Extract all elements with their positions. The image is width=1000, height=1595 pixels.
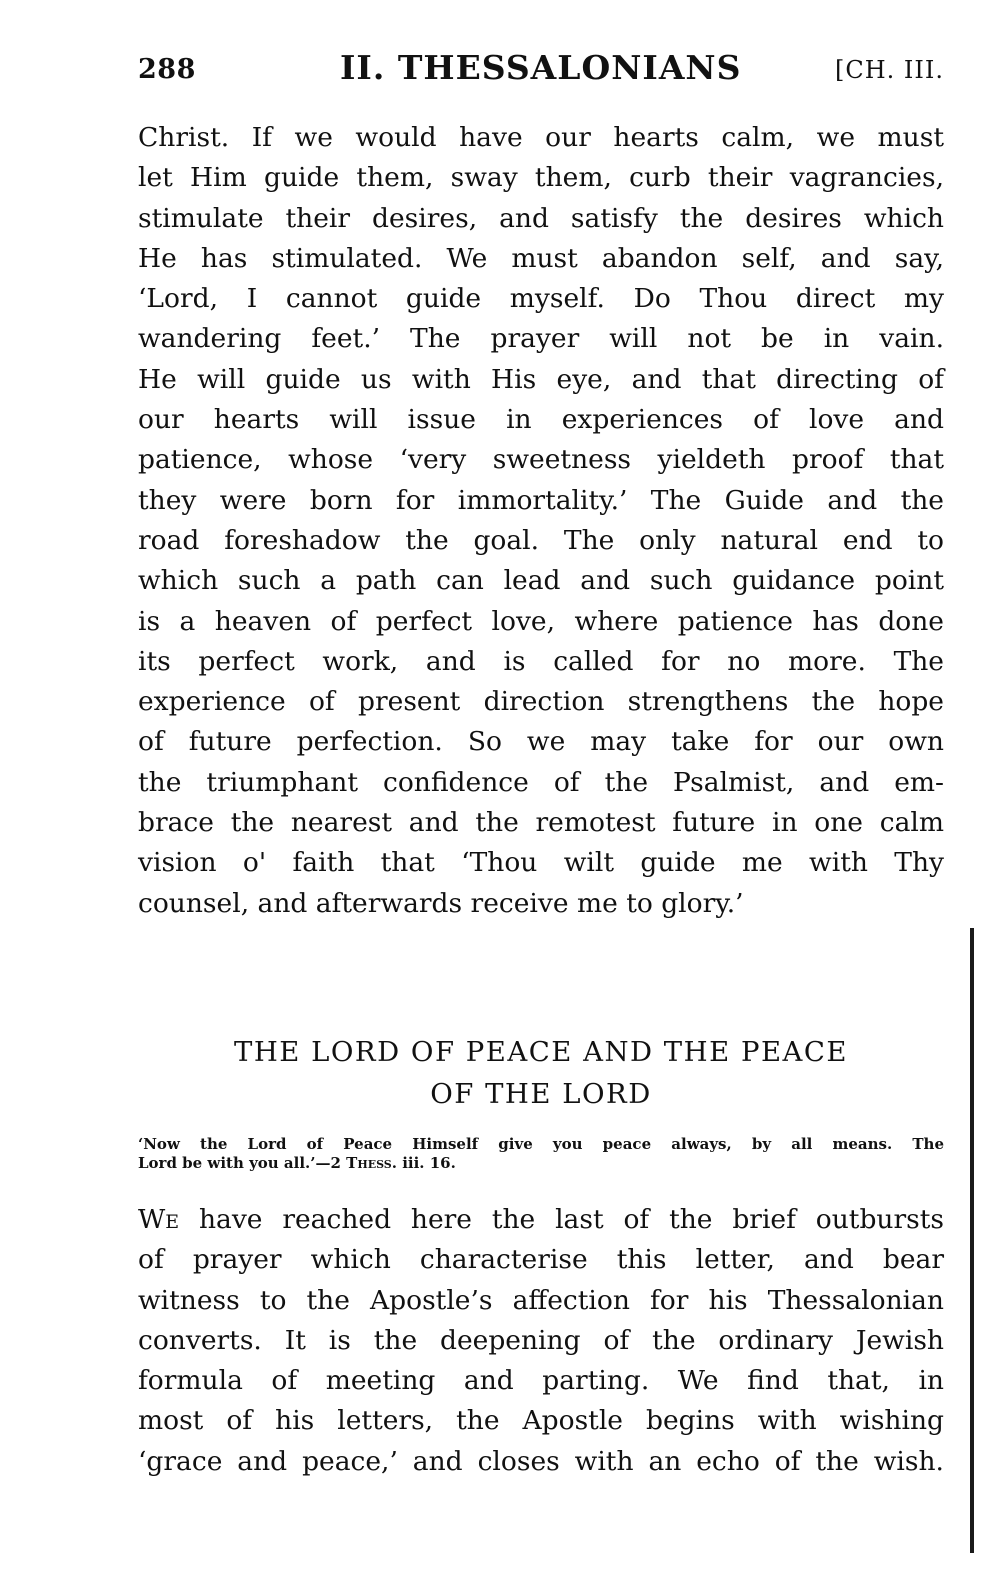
page-header (138, 48, 944, 98)
scripture-verse: iii. 16. (396, 1154, 456, 1172)
text-line: experience of present direction strengthens the hope (138, 686, 944, 718)
epigraph-line (138, 1154, 944, 1173)
text-line: road foreshadow the goal. The only natural end to (138, 524, 944, 556)
text-line: they were born for immortality.’ The Guide and the (138, 484, 944, 516)
section-title-line-1: THE LORD OF PEACE AND THE PEACE (233, 1036, 848, 1068)
page-number: 288 (138, 54, 196, 85)
text-line: counsel, and afterwards receive me to glory.’ (138, 887, 744, 919)
paragraph-opening (138, 1200, 944, 1482)
text-line-rest: have reached here the last of the brief outbursts (179, 1204, 944, 1235)
text-line: most of his letters, the Apostle begins with wishing (138, 1405, 944, 1437)
text-line: which such a path can lead and such guidance point (138, 565, 944, 597)
running-title: II. THESSALONIANS (340, 48, 742, 87)
text-line: of future perfection. So we may take for our own (138, 726, 944, 758)
scripture-book: Thess. (346, 1154, 397, 1172)
text-line: the triumphant confidence of the Psalmist, and em- (138, 766, 944, 798)
text-line: brace the nearest and the remotest future in one calm (138, 807, 944, 839)
text-line: formula of meeting and parting. We find that, in (138, 1365, 944, 1397)
text-line: ‘grace and peace,’ and closes with an echo of the wish. (138, 1445, 944, 1477)
text-line: vision o' faith that ‘Thou wilt guide me with Thy (138, 847, 944, 879)
text-line: He will guide us with His eye, and that directing of (138, 363, 944, 395)
text-line: patience, whose ‘very sweetness yieldeth proof that (138, 444, 944, 476)
text-line: Christ. If we would have our hearts calm, we must (138, 122, 944, 153)
text-line: He has stimulated. We must abandon self, and say, (138, 242, 944, 274)
paragraph-continued (138, 118, 944, 924)
text-line: let Him guide them, sway them, curb their vagrancies, (138, 162, 944, 194)
section-title-line-2: OF THE LORD (430, 1078, 652, 1110)
epigraph-line: ‘Now the Lord of Peace Himself give you peace always, by all means. The (138, 1135, 944, 1153)
text-line: its perfect work, and is called for no more. The (138, 645, 944, 677)
epigraph (138, 1135, 944, 1173)
text-line: our hearts will issue in experiences of love and (138, 404, 944, 436)
text-line: wandering feet.’ The prayer will not be in vain. (138, 323, 944, 355)
text-line: is a heaven of perfect love, where patience has done (138, 605, 944, 637)
text-line: converts. It is the deepening of the ordinary Jewish (138, 1324, 944, 1356)
epigraph-text: Lord be with you all.’—2 (138, 1154, 347, 1172)
text-line: ‘Lord, I cannot guide myself. Do Thou direct my (138, 283, 944, 315)
scan-edge-rule (970, 928, 974, 1553)
text-line: of prayer which characterise this letter, and bear (138, 1244, 944, 1276)
text-line-first (138, 1200, 944, 1240)
opening-word: We (138, 1204, 180, 1235)
text-line: witness to the Apostle’s affection for his Thessalonian (138, 1284, 944, 1316)
chapter-reference: [CH. III. (835, 56, 944, 84)
text-line: stimulate their desires, and satisfy the desires which (138, 202, 944, 234)
